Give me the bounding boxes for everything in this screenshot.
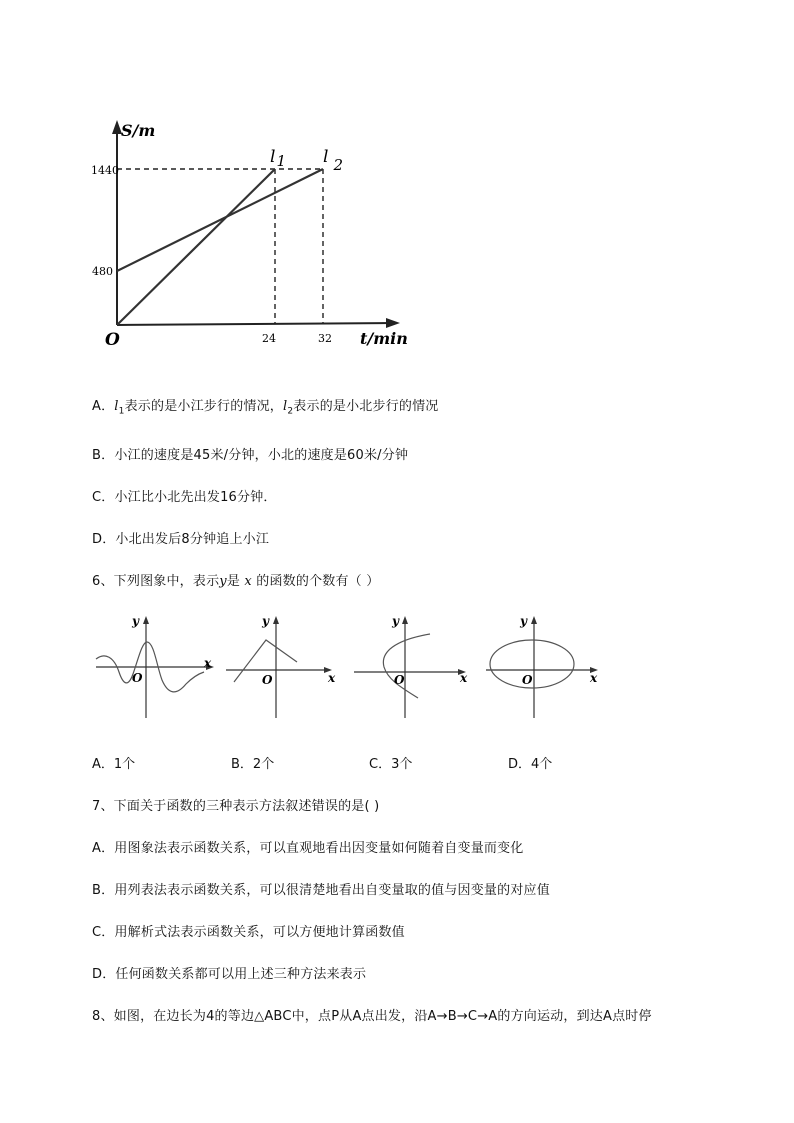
origin-label: O — [105, 330, 120, 350]
q5-option-b: B．小江的速度是45米/分钟，小北的速度是60米/分钟 — [92, 448, 409, 463]
svg-text:x: x — [590, 671, 598, 685]
line-l1 — [117, 169, 275, 325]
q7-option-b: B．用列表法表示函数关系，可以很清楚地看出自变量取的值与因变量的对应值 — [92, 883, 550, 898]
y-axis-label: S/m — [121, 121, 156, 140]
x-tick-32: 32 — [318, 332, 332, 345]
svg-text:y: y — [520, 614, 527, 628]
svg-text:y: y — [132, 614, 139, 628]
q7-option-c: C．用解析式法表示函数关系，可以方便地计算函数值 — [92, 925, 405, 940]
q7-option-a: A．用图象法表示函数关系，可以直观地看出因变量如何随着自变量而变化 — [92, 841, 524, 856]
q6-graph-sine — [90, 612, 220, 722]
q6-option-d: D．4个 — [508, 757, 553, 772]
x-tick-24: 24 — [262, 332, 276, 345]
q5-option-c: C．小江比小北先出发16分钟． — [92, 490, 277, 505]
svg-text:y: y — [392, 614, 399, 628]
x-axis-label: t/min — [360, 329, 408, 348]
distance-time-graph — [88, 118, 418, 353]
q5-option-a: A．$l_1$表示的是小江步行的情况，$l_2$表示的是小北步行的情况 — [92, 399, 439, 417]
q8-stem: 8、如图，在边长为4的等边△ABC中，点P从A点出发，沿A→B→C→A的方向运动，到达A点时停 — [92, 1009, 652, 1024]
svg-text:O: O — [394, 673, 405, 687]
svg-text:O: O — [262, 673, 273, 687]
q6-option-b: B．2个 — [231, 757, 275, 772]
y-tick-1440: 1440 — [91, 164, 119, 177]
x-axis-arrow — [386, 318, 400, 328]
q6-graph-broken-line — [222, 612, 347, 722]
q6-option-c: C．3个 — [369, 757, 413, 772]
svg-text:y: y — [262, 614, 269, 628]
line-l2 — [117, 169, 323, 271]
q6-graph-ellipse — [482, 612, 607, 722]
svg-text:x: x — [328, 671, 336, 685]
q7-stem: 7、下面关于函数的三种表示方法叙述错误的是( ) — [92, 799, 380, 814]
q6-stem: 6、下列图象中，表示y是 x 的函数的个数有（ ） — [92, 574, 380, 589]
q6-graph-parabola — [350, 612, 475, 722]
q6-option-a: A．1个 — [92, 757, 136, 772]
y-tick-480: 480 — [92, 265, 113, 278]
svg-text:x: x — [460, 671, 468, 685]
line1-label: l1 — [270, 147, 286, 170]
x-axis — [117, 323, 391, 325]
line2-label: l 2 — [323, 147, 343, 174]
svg-text:x: x — [204, 656, 212, 670]
svg-text:O: O — [132, 671, 143, 685]
q7-option-d: D．任何函数关系都可以用上述三种方法来表示 — [92, 967, 367, 982]
svg-text:O: O — [522, 673, 533, 687]
q5-option-d: D．小北出发后8分钟追上小江 — [92, 532, 270, 547]
